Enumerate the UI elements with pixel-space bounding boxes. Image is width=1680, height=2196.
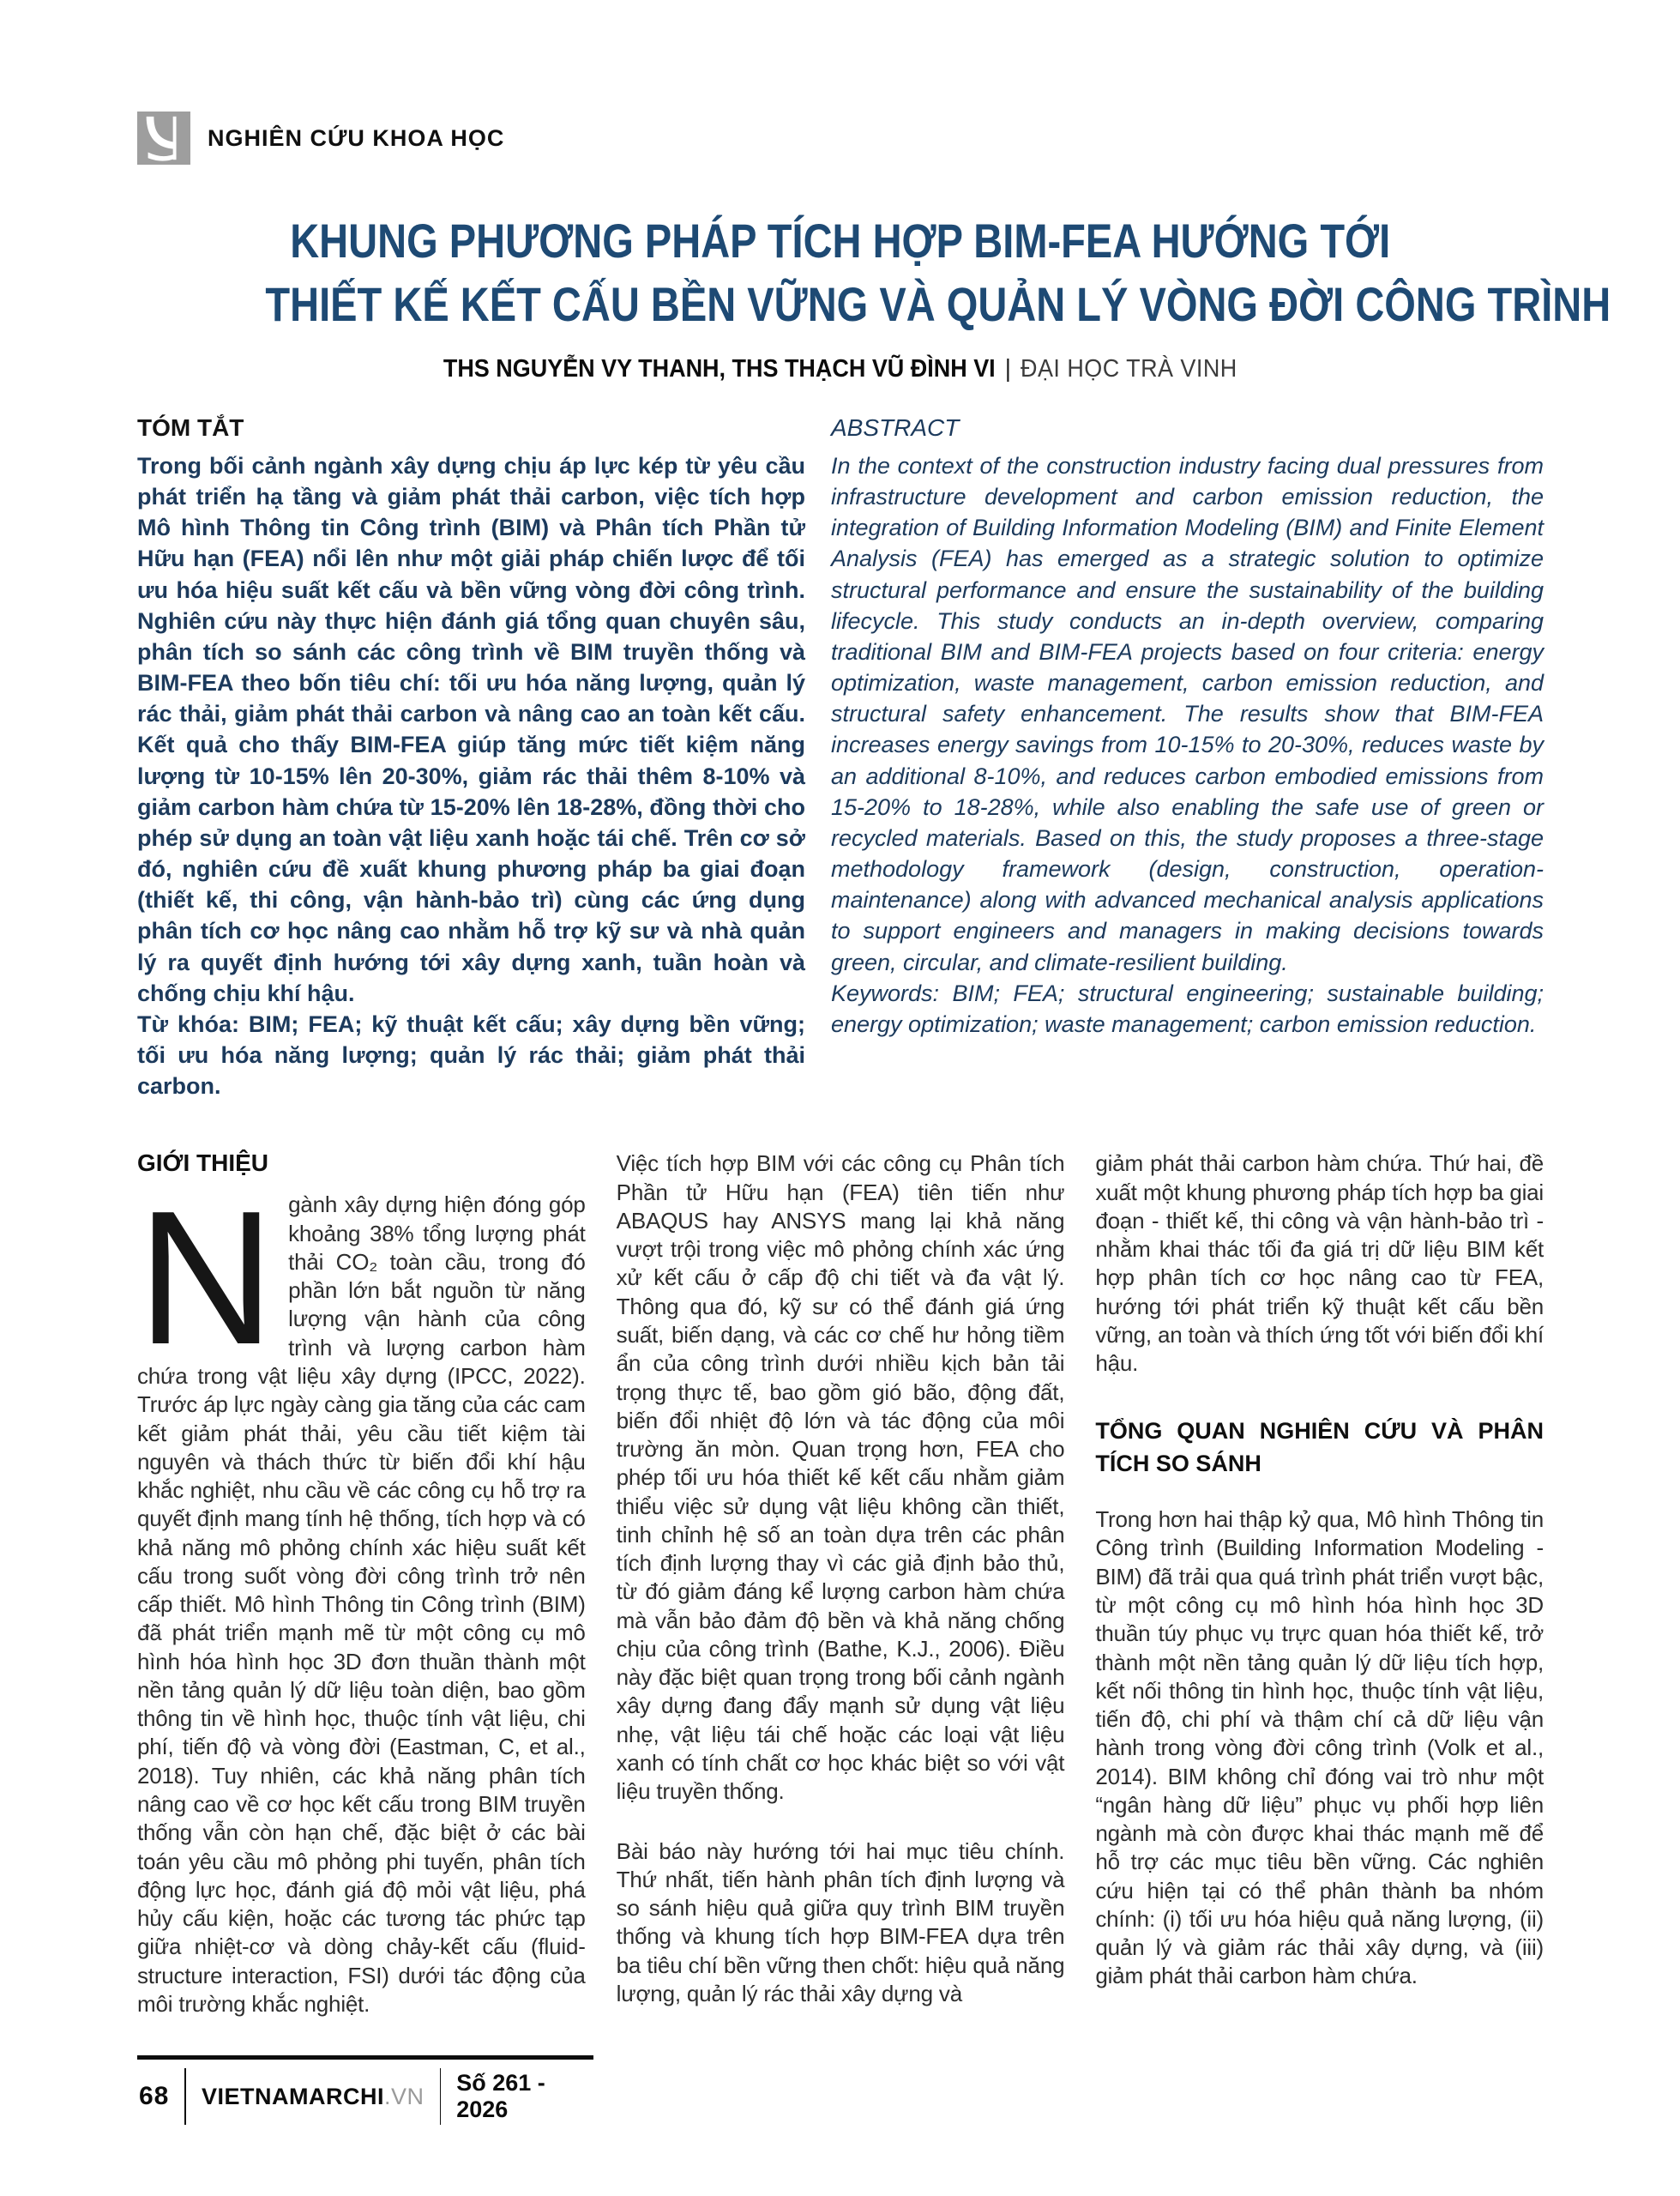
article-title-line2: THIẾT KẾ KẾT CẤU BỀN VỮNG VÀ QUẢN LÝ VÒNG ĐỜI CÔNG TRÌNH <box>265 276 1611 331</box>
site-brand-suffix: .VN <box>384 2083 425 2109</box>
site-brand <box>202 2084 425 2110</box>
byline <box>137 355 1544 383</box>
body-columns <box>137 1149 1544 2018</box>
page-content <box>137 112 1611 2018</box>
tomtat-keywords: Từ khóa: BIM; FEA; kỹ thuật kết cấu; xây dựng bền vững; tối ưu hóa năng lượng; quản lý rác thải; giảm phát thải carbon. <box>137 1011 805 1100</box>
column2-paragraph-2: Bài báo này hướng tới hai mục tiêu chính. Thứ nhất, tiến hành phân tích định lượng và so sánh hiệu quả giữa quy trình BIM truyền thống và khung tích hợp BIM-FEA dựa trên ba tiêu chí bền vững then chốt: hiệu quả năng lượng, quản lý rác thải xây dựng và <box>616 1837 1065 2006</box>
abstract-english <box>831 414 1544 1102</box>
affiliation: ĐẠI HỌC TRÀ VINH <box>1021 354 1237 383</box>
intro-paragraph <box>137 1172 586 2018</box>
body-column-2 <box>617 1149 1065 2018</box>
footer-brand-cell <box>186 2068 440 2125</box>
dropcap-letter: N <box>137 1172 275 1385</box>
abstract-block <box>137 414 1544 1102</box>
tomtat-body: Trong bối cảnh ngành xây dựng chịu áp lực kép từ yêu cầu phát triển hạ tầng và giảm phát thải carbon, việc tích hợp Mô hình Thông tin Công trình (BIM) và Phân tích Phần tử Hữu hạn (FEA) nổi lên như một giải pháp chiến lược để tối ưu hóa hiệu suất kết cấu và bền vững vòng đời công trình. Nghiên cứu này thực hiện đánh giá tổng quan chuyên sâu, phân tích so sánh các công trình về BIM truyền thống và BIM-FEA theo bốn tiêu chí: tối ưu hóa năng lượng, quản lý rác thải, giảm phát thải carbon và nâng cao an toàn kết cấu. Kết quả cho thấy BIM-FEA giúp tăng mức tiết kiệm năng lượng từ 10-15% lên 20-30%, giảm rác thải thêm 8-10% và giảm carbon hàm chứa từ 15-20% lên 18-28%, đồng thời cho phép sử dụng an toàn vật liệu xanh hoặc tái chế. Trên cơ sở đó, nghiên cứu đề xuất khung phương pháp ba giai đoạn (thiết kế, thi công, vận hành-bảo trì) cùng các ứng dụng phân tích cơ học nâng cao nhằm hỗ trợ kỹ sư và nhà quản lý ra quyết định hướng tới xây dựng xanh, tuần hoàn và chống chịu khí hậu. <box>137 452 805 1006</box>
body-column-1 <box>137 1149 586 2018</box>
body-column-3 <box>1095 1149 1544 2018</box>
issue-label: Số 261 - 2026 <box>456 2070 545 2122</box>
column3-paragraph-2: Trong hơn hai thập kỷ qua, Mô hình Thông tin Công trình (Building Information Modeling - BIM) đã trải qua quá trình phát triển vượt bậc, từ một công cụ mô hình hóa hình học 3D thuần túy phục vụ trực quan hóa thiết kế, trở thành một nền tảng quản lý dữ liệu tích hợp, kết nối thông tin hình học, thuộc tính vật liệu, tiến độ, chi phí và thậm chí cả dữ liệu vận hành trong vòng đời công trình (Volk et al., 2014). BIM không chỉ đóng vai trò như một “ngân hàng dữ liệu” phục vụ phối hợp liên ngành mà còn được khai thác mạnh mẽ để hỗ trợ các mục tiêu bền vững. Các nghiên cứu hiện tại có thể phân thành ba nhóm chính: (i) tối ưu hóa hiệu quả năng lượng, (ii) quản lý và giảm rác thải xây dựng, và (iii) giảm phát thải carbon hàm chứa. <box>1095 1506 1545 1989</box>
site-brand-name: VIETNAMARCHI <box>202 2083 385 2109</box>
abstract-body: In the context of the construction industry facing dual pressures from infrastructure development and carbon emission reduction, the integration of Building Information Modeling (BIM) and Finite Element Analysis (FEA) has emerged as a strategic solution to optimize structural performance and ensure the sustainability of the building lifecycle. This study conducts an in-depth overview, comparing traditional BIM and BIM-FEA projects based on four criteria: energy optimization, waste management, carbon emission reduction, and structural safety enhancement. The results show that BIM-FEA increases energy savings from 10-15% to 20-30%, reduces waste by an additional 8-10%, and reduces carbon embodied emissions from 15-20% to 18-28%, while also enabling the safe use of green or recycled materials. Based on this, the study proposes a three-stage methodology framework (design, construction, operation-maintenance) along with advanced mechanical analysis applications to support engineers and managers in making decisions towards green, circular, and climate-resilient building. <box>831 452 1544 975</box>
section-kicker <box>137 112 1544 165</box>
overview-heading: TỔNG QUAN NGHIÊN CỨU VÀ PHÂN TÍCH SO SÁNH <box>1095 1417 1545 1476</box>
abstract-keywords: Keywords: BIM; FEA; structural engineering; sustainable building; energy optimization; waste management; carbon emission reduction. <box>831 980 1544 1037</box>
footer-issue-cell <box>441 2068 593 2125</box>
author-names: THS NGUYỄN VY THANH, THS THẠCH VŨ ĐÌNH VI <box>443 354 996 383</box>
intro-heading: GIỚI THIỆU <box>137 1149 269 1177</box>
article-title <box>137 209 1611 336</box>
intro-paragraph-text: gành xây dựng hiện đóng góp khoảng 38% tổng lượng phát thải CO₂ toàn cầu, trong đó phần lớn bắt nguồn từ năng lượng vận hành của công trình và lượng carbon hàm chứa trong vật liệu xây dựng (IPCC, 2022). Trước áp lực ngày càng gia tăng của các cam kết giảm phát thải, yêu cầu tiết kiệm tài nguyên và thách thức từ biến đổi khí hậu khắc nghiệt, nhu cầu về các công cụ hỗ trợ ra quyết định mang tính hệ thống, tích hợp và có khả năng mô phỏng chính xác hiệu suất kết cấu trong suốt vòng đời công trình trở nên cấp thiết. Mô hình Thông tin Công trình (BIM) đã phát triển mạnh mẽ từ một công cụ mô hình hóa hình học 3D đơn thuần thành một nền tảng quản lý dữ liệu toàn diện, bao gồm thông tin về hình học, thuộc tính vật liệu, chi phí, tiến độ và vòng đời (Eastman, C, et al., 2018). Tuy nhiên, các khả năng phân tích nâng cao về cơ học kết cấu trong BIM truyền thống vẫn còn hạn chế, đặc biệt ở các bài toán yêu cầu mô phỏng phi tuyến, phân tích động lực học, đánh giá độ mỏi vật liệu, phá hủy cấu kiện, hoặc các tương tác phức tạp giữa nhiệt-cơ và dòng chảy-kết cấu (fluid-structure interaction, FSI) dưới tác động của môi trường khắc nghiệt. <box>137 1192 586 2017</box>
column3-paragraph-1: giảm phát thải carbon hàm chứa. Thứ hai, đề xuất một khung phương pháp tích hợp ba giai đoạn - thiết kế, thi công và vận hành-bảo trì - nhằm khai thác tối đa giá trị dữ liệu BIM kết hợp phân tích cơ học nâng cao từ FEA, hướng tới phát triển kỹ thuật kết cấu bền vững, an toàn và thích ứng tốt với biến đổi khí hậu. <box>1095 1150 1545 1377</box>
abstract-heading: ABSTRACT <box>831 413 960 441</box>
kicker-label: NGHIÊN CỨU KHOA HỌC <box>208 124 505 151</box>
journal-logo-icon <box>137 112 190 165</box>
page-footer <box>137 2055 593 2125</box>
article-title-line1: KHUNG PHƯƠNG PHÁP TÍCH HỢP BIM-FEA HƯỚNG TỚI <box>290 214 1391 268</box>
page-number: 68 <box>139 2082 170 2110</box>
abstract-vietnamese <box>137 414 805 1102</box>
tomtat-heading: TÓM TẮT <box>137 413 244 441</box>
footer-page-number-cell <box>137 2068 184 2125</box>
column2-paragraph-1: Việc tích hợp BIM với các công cụ Phân tích Phần tử Hữu hạn (FEA) tiên tiến như ABAQUS hay ANSYS mang lại khả năng vượt trội trong việc mô phỏng chính xác ứng xử kết cấu ở cấp độ chi tiết và đa vật lý. Thông qua đó, kỹ sư có thể đánh giá ứng suất, biến dạng, và các cơ chế hư hỏng tiềm ẩn của công trình dưới nhiều kịch bản tải trọng thực tế, bao gồm gió bão, động đất, biến đổi nhiệt độ lớn và tác động của môi trường ăn mòn. Quan trọng hơn, FEA cho phép tối ưu hóa thiết kế kết cấu nhằm giảm thiểu việc sử dụng vật liệu không cần thiết, tinh chỉnh hệ số an toàn dựa trên các phân tích định lượng thay vì các giả định bảo thủ, từ đó giảm đáng kể lượng carbon hàm chứa mà vẫn bảo đảm độ bền và khả năng chống chịu của công trình (Bathe, K.J., 2006). Điều này đặc biệt quan trọng trong bối cảnh ngành xây dựng đang đẩy mạnh sử dụng vật liệu nhẹ, vật liệu tái chế hoặc các loại vật liệu xanh có tính chất cơ học khác biệt so với vật liệu truyền thống. <box>616 1150 1065 1805</box>
byline-separator: | <box>1005 354 1012 383</box>
